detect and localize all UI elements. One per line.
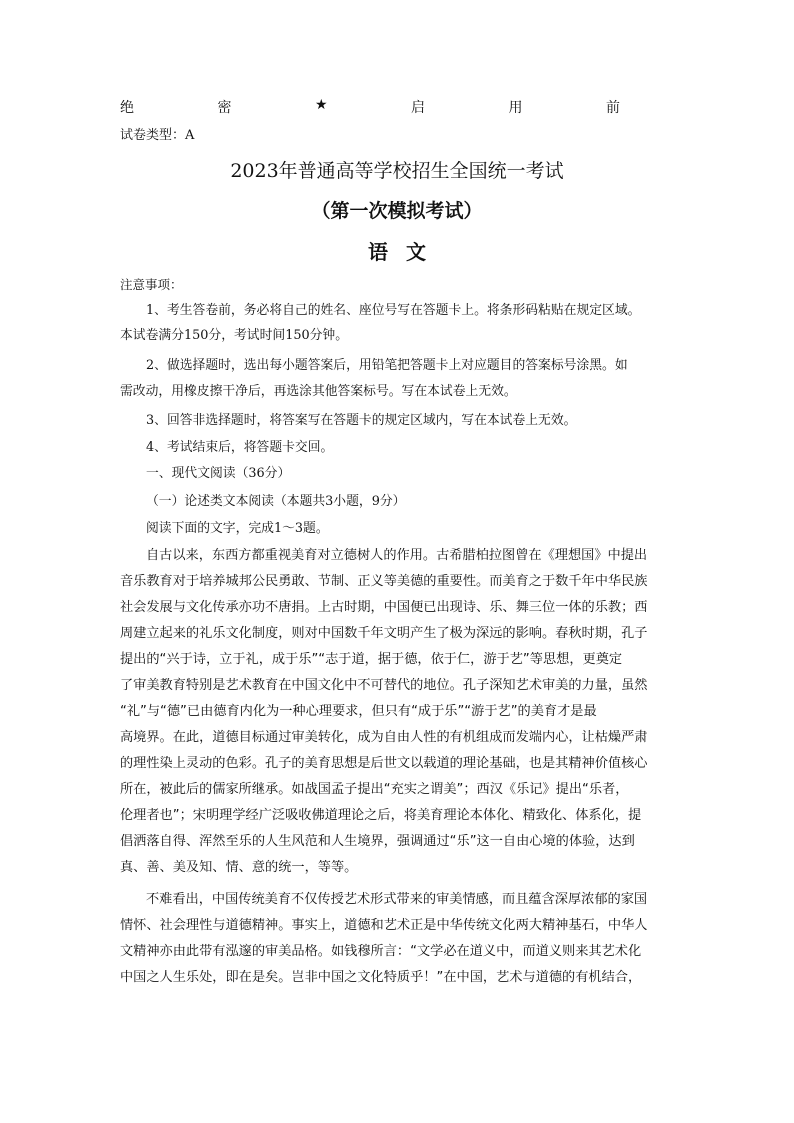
passage-line: 伦理者也”；宋明理学经广泛吸收佛道理论之后，将美育理论本体化、精致化、体系化，提 (120, 808, 642, 823)
passage-line: 提出的“兴于诗，立于礼，成于乐”“志于道，据于德，依于仁，游于艺”等思想，更奠定 (120, 652, 623, 667)
star-icon: ★ (314, 97, 328, 113)
exam-title: 2023年普通高等学校招生全国统一考试 (230, 160, 564, 182)
secret-char: 密 (217, 100, 232, 116)
passage-line: 不难看出，中国传统美育不仅传授艺术形式带来的审美情感，而且蕴含深厚浓郁的家国 (146, 892, 648, 907)
notes-line: 3、回答非选择题时，将答案写在答题卡的规定区域内，写在本试卷上无效。 (146, 413, 577, 428)
exam-subtitle: （第一次模拟考试） (311, 200, 483, 222)
section-heading: 一、现代文阅读（36分） (146, 466, 291, 481)
passage-line: “礼”与“德”已由德育内化为一种心理要求，但只有“成于乐”“游于艺”的美育才是最 (120, 704, 597, 719)
passage-line: 所在，被此后的儒家所继承。如战国孟子提出“充实之谓美”；西汉《乐记》提出“乐者， (120, 782, 629, 797)
secret-char: 用 (508, 100, 523, 116)
passage-line: 音乐教育对于培养城邦公民勇敢、节制、正义等美德的重要性。而美育之于数千年中华民族 (120, 574, 648, 589)
notes-line: 4、考试结束后，将答题卡交回。 (146, 440, 334, 455)
section-instruction: 阅读下面的文字，完成1～3题。 (146, 521, 329, 536)
subject-title: 语文 (368, 240, 444, 264)
passage-line: 了审美教育特别是艺术教育在中国文化中不可替代的地位。孔子深知艺术审美的力量，虽然 (120, 678, 648, 693)
confidential-label (120, 97, 620, 117)
notes-line: 需改动，用橡皮擦干净后，再选涂其他答案标号。写在本试卷上无效。 (120, 384, 517, 399)
passage-line: 社会发展与文化传承亦功不唐捐。上古时期，中国便已出现诗、乐、舞三位一体的乐教；西 (120, 600, 648, 615)
notes-line: 1、考生答卷前，务必将自己的姓名、座位号写在答题卡上。将条形码粘贴在规定区域。 (146, 303, 641, 318)
passage-line: 自古以来，东西方都重视美育对立德树人的作用。古希腊柏拉图曾在《理想国》中提出 (146, 548, 648, 563)
notes-heading: 注意事项： (120, 277, 183, 292)
passage-line: 周建立起来的礼乐文化制度，则对中国数千年文明产生了极为深远的影响。春秋时期，孔子 (120, 626, 648, 641)
passage-line: 真、善、美及知、情、意的统一，等等。 (120, 860, 358, 875)
passage-line: 情怀、社会理性与道德精神。事实上，道德和艺术正是中华传统文化两大精神基石，中华人 (120, 918, 648, 933)
notes-line: 2、做选择题时，选出每小题答案后，用铅笔把答题卡上对应题目的答案标号涂黑。如 (146, 358, 628, 373)
passage-line: 高境界。在此，道德目标通过审美转化，成为自由人性的有机组成而发端内心，让枯燥严肃 (120, 730, 648, 745)
section-subheading: （一）论述类文本阅读（本题共3小题，9分） (146, 494, 406, 509)
secret-char: 前 (605, 100, 620, 116)
passage-line: 倡洒落自得、浑然至乐的人生风范和人生境界，强调通过“乐”这一自由心境的体验，达到 (120, 834, 635, 849)
passage-line: 文精神亦由此带有泓邃的审美品格。如钱穆所言：“文学必在道义中，而道义则来其艺术化 (120, 944, 642, 959)
secret-char: 启 (411, 100, 426, 116)
passage-line: 中国之人生乐处，即在是矣。岂非中国之文化特质乎！”在中国，艺术与道德的有机结合， (120, 970, 642, 985)
paper-type: 试卷类型：A (120, 128, 195, 143)
passage-line: 的理性染上灵动的色彩。孔子的美育思想是后世文以载道的理论基础，也是其精神价值核心 (120, 756, 648, 771)
notes-line: 本试卷满分150分，考试时间150分钟。 (120, 328, 349, 343)
secret-char: 绝 (120, 100, 134, 116)
